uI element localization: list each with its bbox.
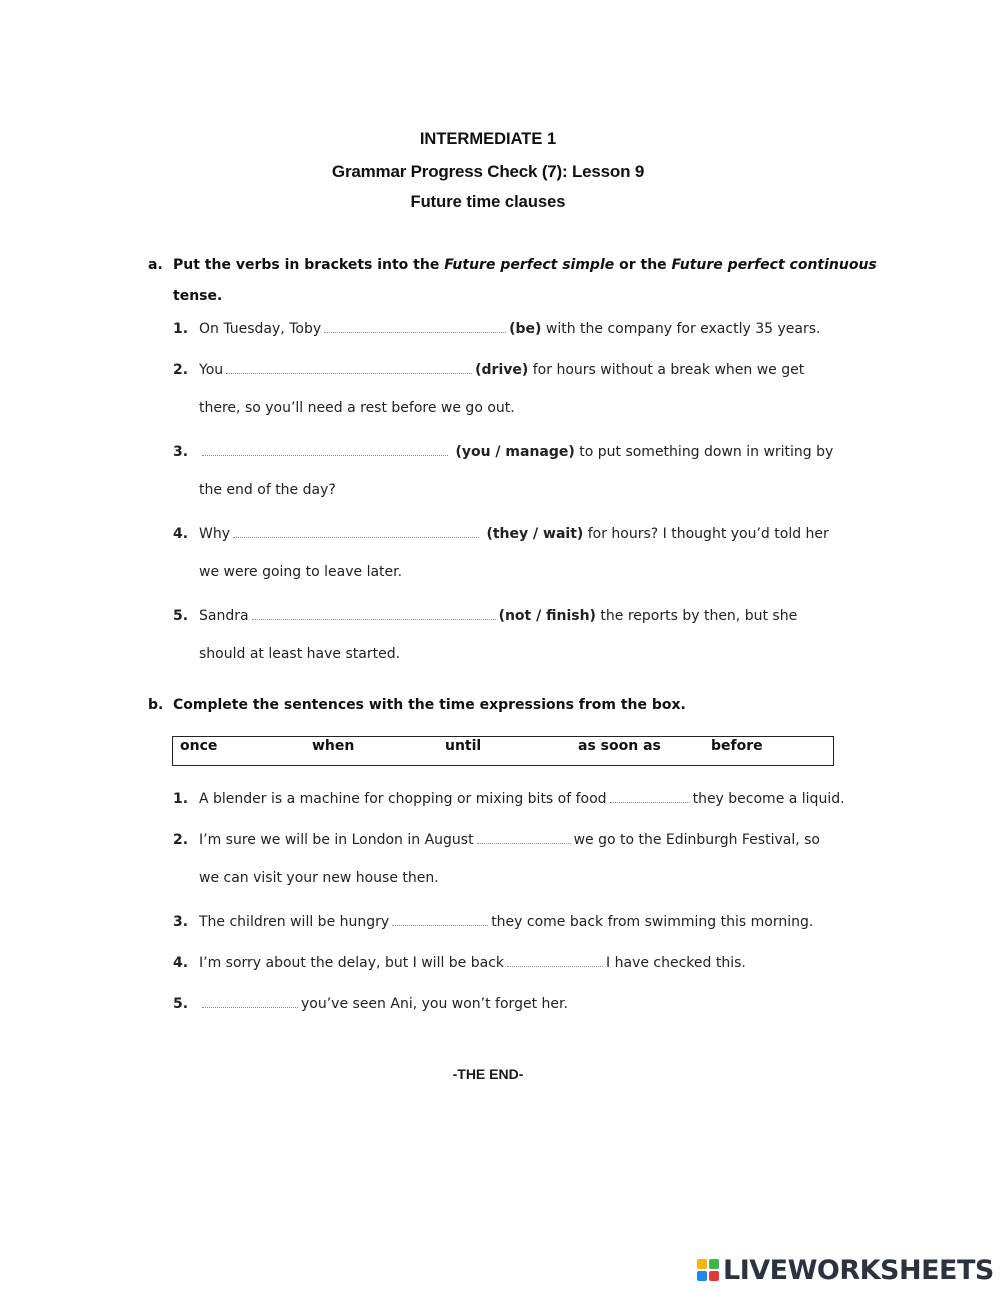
box-word: once (180, 738, 218, 754)
box-word: before (711, 738, 763, 754)
liveworksheets-logo (697, 1254, 994, 1286)
section-a-instruction-cont: tense. (173, 288, 223, 304)
list-item: 4. Why (they / wait) for hours? I thought you’d told her (173, 523, 829, 542)
box-word: when (312, 738, 355, 754)
section-a-instruction: a. Put the verbs in brackets into the Future perfect simple or the Future perfect continuous (148, 257, 877, 273)
logo-square (697, 1259, 707, 1269)
list-item: 4. I’m sorry about the delay, but I will be back I have checked this. (173, 952, 746, 971)
answer-blank[interactable] (202, 993, 298, 1008)
list-item: 1. On Tuesday, Toby (be) with the company for exactly 35 years. (173, 318, 820, 337)
answer-blank[interactable] (324, 318, 506, 333)
list-item-cont: we can visit your new house then. (199, 870, 439, 886)
list-item: 2. I’m sure we will be in London in August we go to the Edinburgh Festival, so (173, 829, 820, 848)
list-item: 3. The children will be hungry they come back from swimming this morning. (173, 911, 813, 930)
logo-square (709, 1271, 719, 1281)
end-marker: -THE END- (452, 1066, 524, 1082)
answer-blank[interactable] (610, 788, 690, 803)
logo-squares-icon (697, 1259, 719, 1281)
answer-blank[interactable] (507, 952, 603, 967)
answer-blank[interactable] (226, 359, 472, 374)
check-title: Grammar Progress Check (7): Lesson 9 (331, 162, 645, 181)
section-a-letter: a. (148, 257, 163, 273)
list-item-cont: there, so you’ll need a rest before we go out. (199, 400, 515, 416)
topic-title: Future time clauses (410, 193, 566, 211)
logo-square (709, 1259, 719, 1269)
answer-blank[interactable] (252, 605, 496, 620)
box-word: until (445, 738, 482, 754)
list-item: 1. A blender is a machine for chopping or mixing bits of food they become a liquid. (173, 788, 845, 807)
list-item-cont: should at least have started. (199, 646, 401, 662)
list-item-cont: the end of the day? (199, 482, 336, 498)
section-b-instruction: b. Complete the sentences with the time expressions from the box. (148, 697, 686, 713)
answer-blank[interactable] (477, 829, 571, 844)
logo-square (697, 1271, 707, 1281)
answer-blank[interactable] (392, 911, 488, 926)
section-b-letter: b. (148, 697, 164, 713)
brand-name: LIVEWORKSHEETS (723, 1254, 994, 1286)
answer-blank[interactable] (202, 441, 448, 456)
list-item: 2. You (drive) for hours without a break when we get (173, 359, 804, 378)
list-item: 5. you’ve seen Ani, you won’t forget her. (173, 993, 568, 1012)
answer-blank[interactable] (233, 523, 479, 538)
level-title: INTERMEDIATE 1 (419, 130, 557, 148)
list-item: 3. (you / manage) to put something down in writing by (173, 441, 833, 460)
box-word: as soon as (578, 738, 661, 754)
list-item-cont: we were going to leave later. (199, 564, 403, 580)
list-item: 5. Sandra (not / finish) the reports by then, but she (173, 605, 797, 624)
